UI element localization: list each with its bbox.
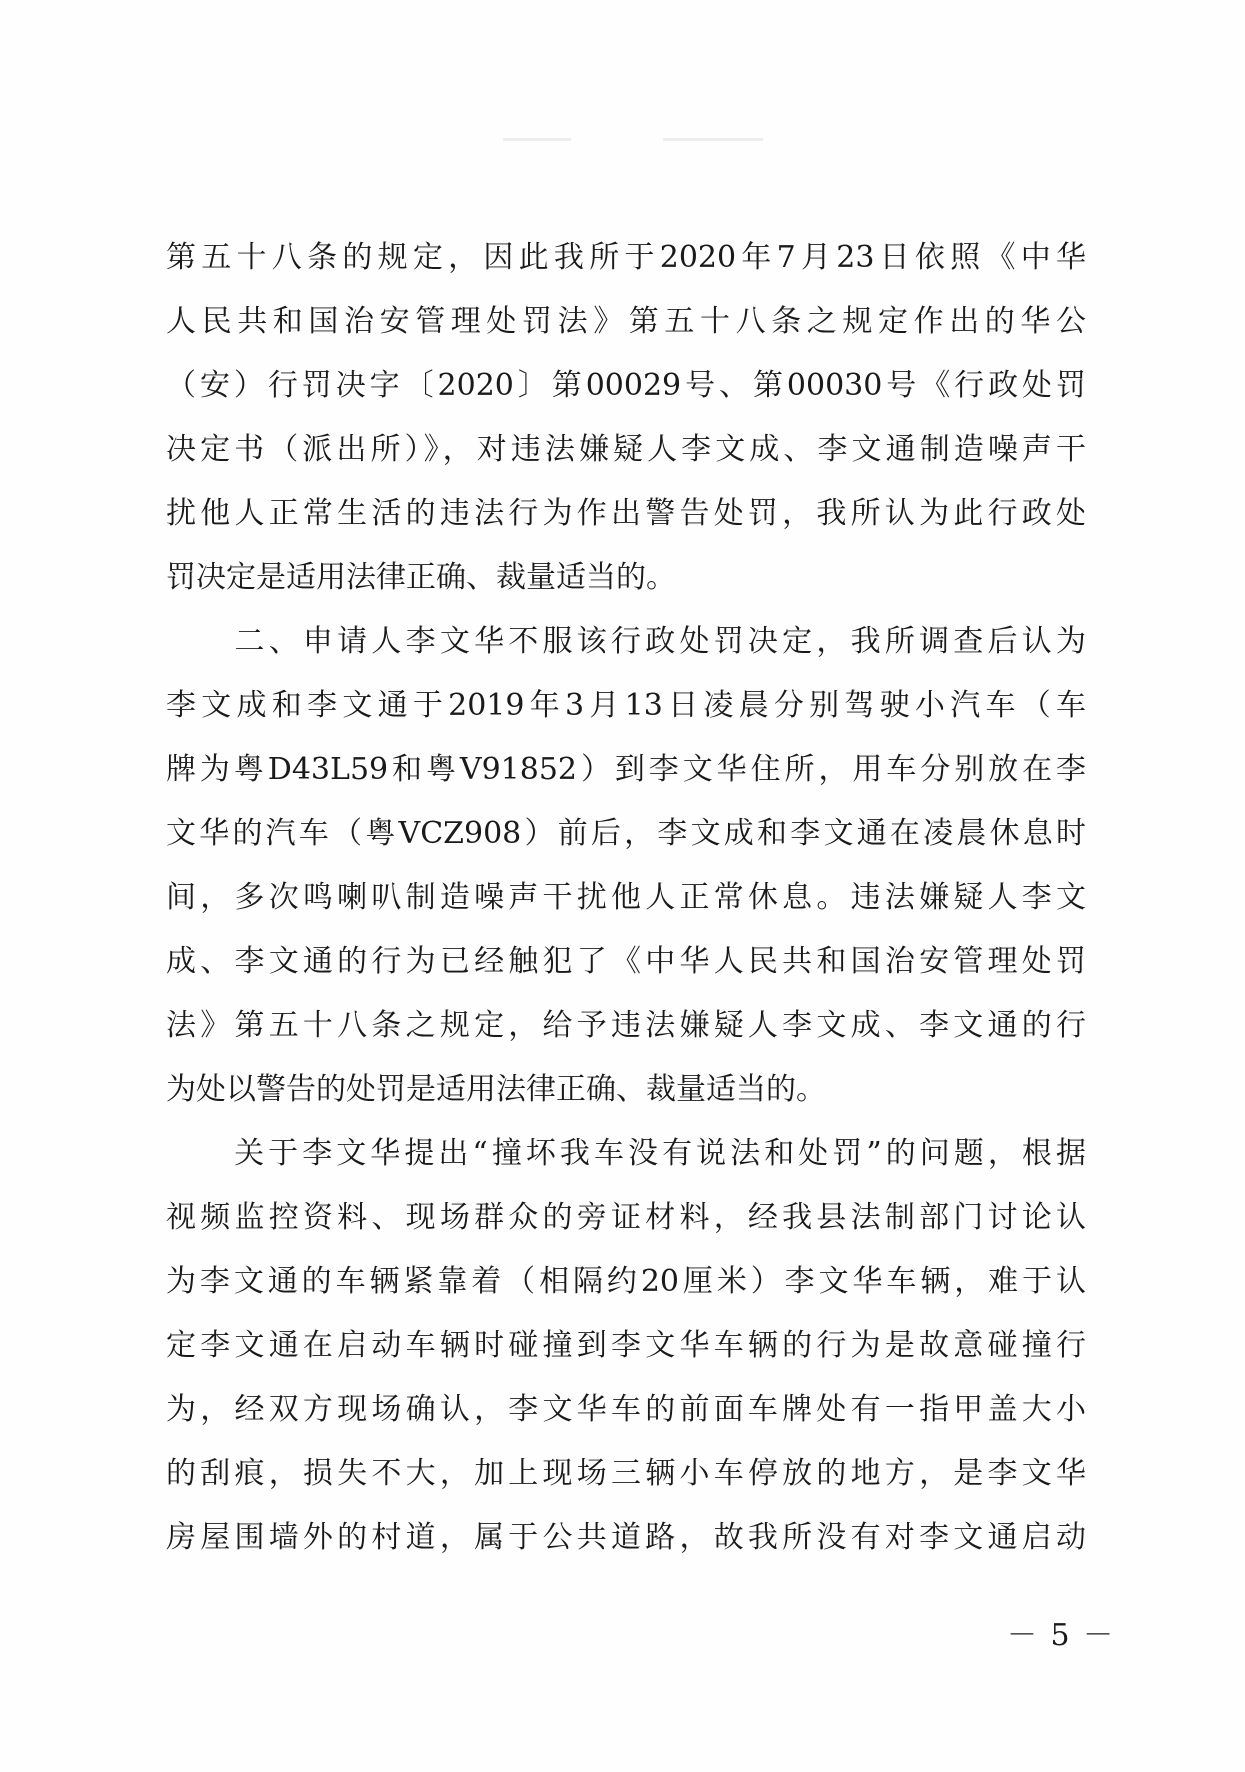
text-line: 为处以警告的处罚是适用法律正确、裁量适当的。 bbox=[166, 1072, 826, 1107]
text-line: 文华的汽车（粤VCZ908）前后，李文成和李文通在凌晨休息时 bbox=[166, 816, 1086, 851]
text-line: 房屋围墙外的村道，属于公共道路，故我所没有对李文通启动 bbox=[166, 1520, 1086, 1555]
text-line: 关于李文华提出“撞坏我车没有说法和处罚”的问题，根据 bbox=[166, 1136, 1086, 1171]
text-line: 为李文通的车辆紧靠着（相隔约20厘米）李文华车辆，难于认 bbox=[166, 1264, 1086, 1299]
text-line: 决定书（派出所）》，对违法嫌疑人李文成、李文通制造噪声干 bbox=[166, 432, 1086, 467]
text-line: 李文成和李文通于2019年3月13日凌晨分别驾驶小汽车（车 bbox=[166, 688, 1086, 723]
text-line: （安）行罚决字〔2020〕第00029号、第00030号《行政处罚 bbox=[166, 368, 1086, 403]
scan-artifact bbox=[663, 138, 763, 141]
text-line: 视频监控资料、现场群众的旁证材料，经我县法制部门讨论认 bbox=[166, 1200, 1086, 1235]
scan-artifact bbox=[503, 138, 571, 141]
text-line: 第五十八条的规定，因此我所于2020年7月23日依照《中华 bbox=[166, 240, 1086, 275]
body-text bbox=[166, 226, 1086, 1570]
text-line: 牌为粤D43L59和粤V91852）到李文华住所，用车分别放在李 bbox=[166, 752, 1086, 787]
page-number: － 5 － bbox=[1007, 1618, 1116, 1653]
text-line: 法》第五十八条之规定，给予违法嫌疑人李文成、李文通的行 bbox=[166, 1008, 1086, 1043]
text-line: 为，经双方现场确认，李文华车的前面车牌处有一指甲盖大小 bbox=[166, 1392, 1086, 1427]
text-line: 人民共和国治安管理处罚法》第五十八条之规定作出的华公 bbox=[166, 304, 1086, 339]
text-line: 二、申请人李文华不服该行政处罚决定，我所调查后认为 bbox=[166, 624, 1086, 659]
text-line: 间，多次鸣喇叭制造噪声干扰他人正常休息。违法嫌疑人李文 bbox=[166, 880, 1086, 915]
text-line: 定李文通在启动车辆时碰撞到李文华车辆的行为是故意碰撞行 bbox=[166, 1328, 1086, 1363]
text-line: 成、李文通的行为已经触犯了《中华人民共和国治安管理处罚 bbox=[166, 944, 1086, 979]
text-line: 罚决定是适用法律正确、裁量适当的。 bbox=[166, 560, 676, 595]
text-line: 的刮痕，损失不大，加上现场三辆小车停放的地方，是李文华 bbox=[166, 1456, 1086, 1491]
text-line: 扰他人正常生活的违法行为作出警告处罚，我所认为此行政处 bbox=[166, 496, 1086, 531]
